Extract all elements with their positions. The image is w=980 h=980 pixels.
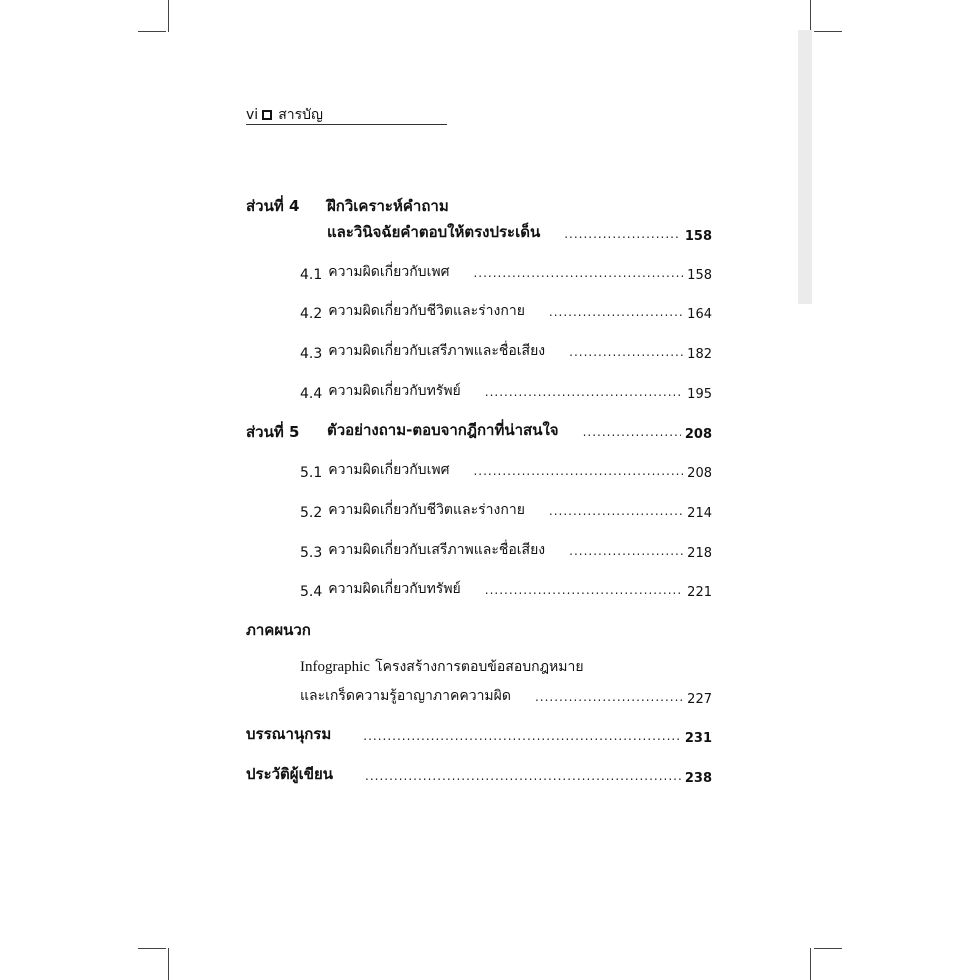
toc-entry-5-2[interactable]: [300, 499, 712, 521]
part-5-page: 208: [684, 427, 712, 442]
item-title: ความผิดเกี่ยวกับเพศ: [328, 462, 450, 478]
dot-leader: [485, 583, 683, 597]
item-title: ความผิดเกี่ยวกับชีวิตและร่างกาย: [328, 502, 525, 518]
item-title: ความผิดเกี่ยวกับชีวิตและร่างกาย: [328, 303, 525, 319]
item-number: 4.4: [300, 386, 323, 402]
toc-entry-part-5[interactable]: [327, 420, 712, 442]
appendix-line2: และเกร็ดความรู้อาญาภาคความผิด: [300, 688, 511, 704]
appendix-line1: [300, 656, 584, 678]
toc-entry-4-2[interactable]: [300, 300, 712, 322]
infographic-word: Infographic: [300, 659, 370, 675]
item-page: 218: [687, 546, 712, 561]
item-page: 208: [687, 466, 712, 481]
item-page: 214: [687, 506, 712, 521]
dot-leader: [569, 345, 683, 359]
part-4-page: 158: [684, 229, 712, 244]
item-title: ความผิดเกี่ยวกับทรัพย์: [328, 383, 461, 399]
dot-leader: [485, 385, 683, 399]
toc-entry-5-4[interactable]: [300, 578, 712, 600]
toc-entry-4-4[interactable]: [300, 380, 712, 402]
toc-entry-appendix[interactable]: [300, 685, 712, 707]
crop-mark: [814, 31, 842, 32]
toc-entry-4-3[interactable]: [300, 340, 712, 362]
toc-entry-author-bio[interactable]: [246, 764, 712, 786]
dot-leader: [549, 504, 683, 518]
part-4-title-line2: และวินิจฉัยคำตอบให้ตรงประเด็น: [327, 223, 541, 241]
item-page: 221: [687, 585, 712, 600]
appendix-page: 227: [687, 692, 712, 707]
bibliography-label: บรรณานุกรม: [246, 725, 332, 743]
item-title: ความผิดเกี่ยวกับเสรีภาพและชื่อเสียง: [328, 542, 546, 558]
appendix-line1-thai: โครงสร้างการตอบข้อสอบกฎหมาย: [375, 659, 584, 675]
crop-mark: [814, 948, 842, 949]
toc-entry-part-4[interactable]: [327, 222, 712, 244]
item-number: 4.1: [300, 267, 323, 283]
bibliography-page: 231: [684, 731, 712, 746]
page-edge-shadow: [798, 30, 812, 304]
item-title: ความผิดเกี่ยวกับเพศ: [328, 264, 450, 280]
author-bio-label: ประวัติผู้เขียน: [246, 765, 334, 783]
part-4-label: ส่วนที่ 4: [246, 197, 300, 215]
item-page: 195: [687, 387, 712, 402]
toc-entry-bibliography[interactable]: [246, 724, 712, 746]
part-5-label: ส่วนที่ 5: [246, 423, 300, 441]
dot-leader: [473, 464, 683, 478]
item-title: ความผิดเกี่ยวกับเสรีภาพและชื่อเสียง: [328, 343, 546, 359]
part-5-title: ตัวอย่างถาม-ตอบจากฎีกาที่น่าสนใจ: [327, 421, 559, 439]
item-number: 5.1: [300, 465, 323, 481]
item-number: 5.3: [300, 545, 323, 561]
item-page: 182: [687, 347, 712, 362]
dot-leader: [549, 305, 683, 319]
dot-leader: [365, 769, 681, 783]
item-page: 158: [687, 268, 712, 283]
crop-mark: [168, 0, 169, 32]
crop-mark: [138, 31, 166, 32]
crop-mark: [138, 948, 166, 949]
appendix-label: ภาคผนวก: [246, 621, 311, 639]
item-number: 4.2: [300, 306, 323, 322]
item-page: 164: [687, 307, 712, 322]
crop-mark: [168, 948, 169, 980]
toc-entry-5-3[interactable]: [300, 539, 712, 561]
dot-leader: [564, 227, 681, 241]
dot-leader: [363, 729, 681, 743]
running-header: [246, 104, 323, 126]
checkbox-square-icon: [262, 110, 272, 120]
header-title: สารบัญ: [278, 107, 323, 123]
toc-entry-4-1[interactable]: [300, 261, 712, 283]
item-number: 4.3: [300, 346, 323, 362]
dot-leader: [583, 425, 681, 439]
crop-mark: [810, 948, 811, 980]
part-4-title-line1: ฝึกวิเคราะห์คำถาม: [327, 197, 449, 215]
roman-page-number: vi: [246, 107, 259, 123]
author-bio-page: 238: [684, 771, 712, 786]
item-number: 5.4: [300, 584, 323, 600]
dot-leader: [473, 266, 683, 280]
item-number: 5.2: [300, 505, 323, 521]
dot-leader: [535, 690, 683, 704]
header-rule: [246, 124, 447, 125]
crop-mark: [810, 0, 811, 32]
toc-entry-5-1[interactable]: [300, 459, 712, 481]
item-title: ความผิดเกี่ยวกับทรัพย์: [328, 581, 461, 597]
dot-leader: [569, 544, 683, 558]
